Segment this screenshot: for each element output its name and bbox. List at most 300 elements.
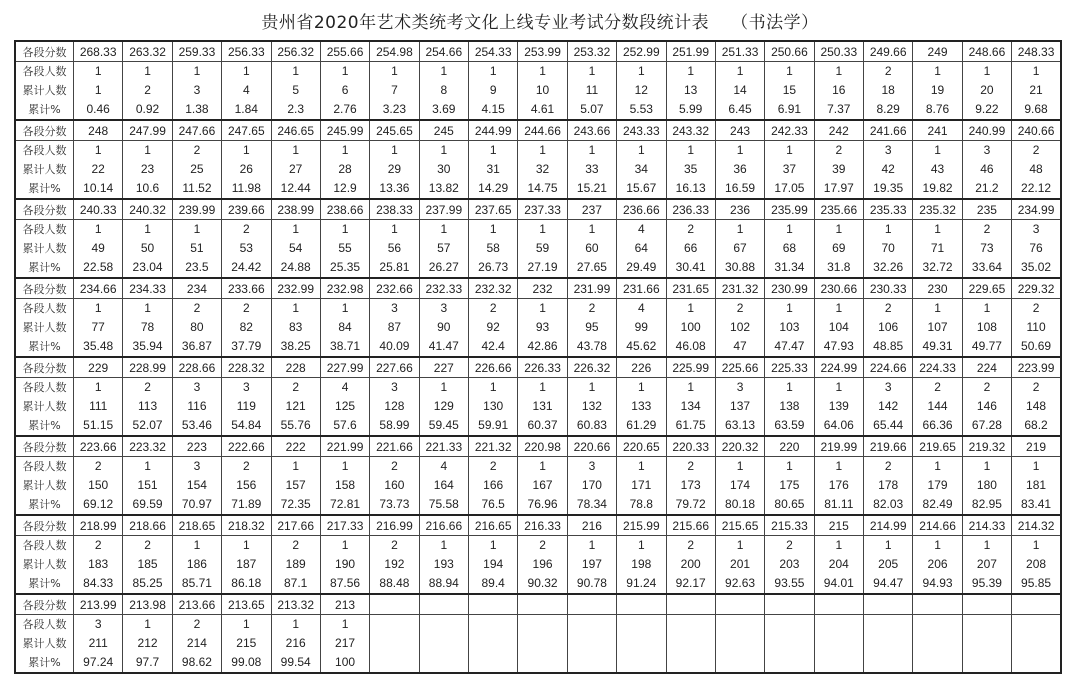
stats-cell xyxy=(666,378,715,437)
score-cell: 219.66 xyxy=(864,436,913,457)
percent-value: 86.18 xyxy=(231,576,262,590)
score-cell: 252.99 xyxy=(617,41,666,62)
cumulative-label: 累计人数 xyxy=(22,479,67,492)
score-cell: 237.65 xyxy=(469,199,518,220)
percent-value: 90.78 xyxy=(576,576,607,590)
counts-value: 2 xyxy=(489,459,497,473)
counts-value: 2 xyxy=(242,459,250,473)
score-cell: 231.99 xyxy=(567,278,616,299)
percent-value: 42.86 xyxy=(527,339,558,353)
score-cell xyxy=(666,594,715,615)
count-label: 各段人数 xyxy=(22,618,67,631)
score-cell: 230.33 xyxy=(864,278,913,299)
cumulative-value: 212 xyxy=(137,636,158,650)
percent-value: 9.22 xyxy=(975,102,999,116)
score-cell: 259.33 xyxy=(172,41,221,62)
cumulative-label: 累计人数 xyxy=(22,84,67,97)
score-cell: 229.65 xyxy=(962,278,1011,299)
score-cell xyxy=(765,594,814,615)
score-cell: 245.99 xyxy=(320,120,369,141)
percent-value: 72.81 xyxy=(330,497,361,511)
counts-value: 1 xyxy=(637,64,645,78)
counts-value: 1 xyxy=(588,380,596,394)
percent-value: 47.93 xyxy=(823,339,854,353)
stats-cell xyxy=(962,615,1011,674)
cumulative-value: 134 xyxy=(680,399,701,413)
cumulative-value: 132 xyxy=(581,399,602,413)
percent-value: 22.58 xyxy=(83,260,114,274)
counts-value: 1 xyxy=(489,380,497,394)
cumulative-value: 82 xyxy=(239,320,253,334)
counts-value: 1 xyxy=(94,143,102,157)
score-cell: 248.33 xyxy=(1012,41,1061,62)
score-cell: 237.99 xyxy=(419,199,468,220)
score-cell: 244.99 xyxy=(469,120,518,141)
stats-cell xyxy=(814,457,863,516)
score-cell: 246.65 xyxy=(271,120,320,141)
stats-cell xyxy=(419,62,468,121)
counts-value: 1 xyxy=(94,222,102,236)
counts-value: 1 xyxy=(341,459,349,473)
score-label: 各段分数 xyxy=(15,357,74,378)
cumulative-value: 133 xyxy=(631,399,652,413)
percent-value: 78.34 xyxy=(576,497,607,511)
cumulative-value: 73 xyxy=(980,241,994,255)
percent-value: 50.69 xyxy=(1021,339,1052,353)
score-cell: 240.32 xyxy=(123,199,172,220)
percent-label: 累计% xyxy=(28,656,61,669)
score-row xyxy=(15,199,1061,220)
score-cell: 247.66 xyxy=(172,120,221,141)
count-label: 各段人数 xyxy=(22,144,67,157)
percent-value: 66.36 xyxy=(922,418,953,432)
stats-cell xyxy=(913,62,962,121)
score-cell: 214.66 xyxy=(913,515,962,536)
counts-value: 1 xyxy=(687,380,695,394)
counts-value: 1 xyxy=(736,222,744,236)
stats-cell xyxy=(271,457,320,516)
counts-value: 2 xyxy=(736,301,744,315)
count-row xyxy=(15,299,1061,358)
score-cell: 229.32 xyxy=(1012,278,1061,299)
counts-value: 1 xyxy=(193,222,201,236)
percent-value: 94.93 xyxy=(922,576,953,590)
stats-cell xyxy=(913,299,962,358)
counts-value: 2 xyxy=(292,380,300,394)
cumulative-label: 累计人数 xyxy=(22,242,67,255)
percent-value: 63.59 xyxy=(774,418,805,432)
stats-cell xyxy=(518,615,567,674)
cumulative-value: 205 xyxy=(878,557,899,571)
percent-value: 10.6 xyxy=(135,181,160,195)
score-cell: 243.66 xyxy=(567,120,616,141)
score-cell: 231.65 xyxy=(666,278,715,299)
count-row xyxy=(15,615,1061,674)
score-cell: 218.66 xyxy=(123,515,172,536)
percent-value: 55.76 xyxy=(280,418,311,432)
score-cell: 256.32 xyxy=(271,41,320,62)
stats-cell xyxy=(666,62,715,121)
score-cell: 215 xyxy=(814,515,863,536)
score-cell: 229 xyxy=(74,357,123,378)
counts-value: 2 xyxy=(835,143,843,157)
counts-value: 1 xyxy=(786,222,793,236)
stats-cell xyxy=(271,141,320,200)
stats-cell xyxy=(74,299,123,358)
stats-cell xyxy=(864,378,913,437)
score-cell: 225.33 xyxy=(765,357,814,378)
score-cell: 226 xyxy=(617,357,666,378)
stats-cell xyxy=(814,536,863,595)
stats-cell xyxy=(370,220,419,279)
cumulative-value: 9 xyxy=(489,83,497,97)
score-cell: 220.98 xyxy=(518,436,567,457)
cumulative-value: 23 xyxy=(140,162,155,176)
percent-value: 88.94 xyxy=(428,576,459,590)
score-cell: 235.99 xyxy=(765,199,814,220)
stats-cell xyxy=(814,141,863,200)
score-cell: 240.33 xyxy=(74,199,123,220)
cumulative-value: 198 xyxy=(631,557,652,571)
counts-value: 3 xyxy=(440,301,448,315)
counts-value: 1 xyxy=(292,64,300,78)
cumulative-value: 50 xyxy=(140,241,155,255)
counts-value: 1 xyxy=(1032,538,1040,552)
stats-cell xyxy=(1012,220,1061,279)
percent-value: 48.85 xyxy=(873,339,904,353)
stats-cell xyxy=(864,62,913,121)
cumulative-value: 60 xyxy=(585,241,599,255)
stats-cell xyxy=(765,299,814,358)
percent-value: 14.75 xyxy=(527,181,558,195)
score-cell: 254.98 xyxy=(370,41,419,62)
score-cell: 244.66 xyxy=(518,120,567,141)
stats-cell xyxy=(1012,536,1061,595)
stats-cell xyxy=(567,615,616,674)
cumulative-value: 27 xyxy=(289,162,303,176)
score-cell: 215.99 xyxy=(617,515,666,536)
counts-value: 1 xyxy=(242,143,250,157)
score-cell: 224.66 xyxy=(864,357,913,378)
count-labels xyxy=(15,536,74,595)
counts-value: 2 xyxy=(983,380,991,394)
cumulative-value: 175 xyxy=(779,478,800,492)
score-cell: 234 xyxy=(172,278,221,299)
stats-cell xyxy=(1012,141,1061,200)
cumulative-value: 176 xyxy=(828,478,849,492)
cumulative-value: 206 xyxy=(927,557,948,571)
stats-cell xyxy=(74,615,123,674)
score-cell: 216.66 xyxy=(419,515,468,536)
counts-value: 2 xyxy=(934,380,941,394)
score-cell: 230.66 xyxy=(814,278,863,299)
counts-value: 1 xyxy=(786,380,793,394)
score-cell: 214.33 xyxy=(962,515,1011,536)
score-cell: 248 xyxy=(74,120,123,141)
cumulative-value: 208 xyxy=(1026,557,1047,571)
counts-value: 1 xyxy=(292,222,300,236)
percent-value: 12.44 xyxy=(280,181,311,195)
counts-value: 1 xyxy=(292,143,300,157)
cumulative-value: 54 xyxy=(289,241,303,255)
score-cell: 213.98 xyxy=(123,594,172,615)
cumulative-value: 103 xyxy=(779,320,800,334)
score-cell: 228 xyxy=(271,357,320,378)
percent-value: 92.17 xyxy=(675,576,706,590)
score-cell: 236 xyxy=(715,199,764,220)
cumulative-value: 171 xyxy=(631,478,652,492)
score-cell: 216.99 xyxy=(370,515,419,536)
percent-value: 43.78 xyxy=(576,339,607,353)
stats-cell xyxy=(864,141,913,200)
score-cell: 223.66 xyxy=(74,436,123,457)
stats-cell xyxy=(864,299,913,358)
counts-value: 1 xyxy=(983,64,991,78)
score-row xyxy=(15,357,1061,378)
percent-value: 0.46 xyxy=(86,102,110,116)
stats-cell xyxy=(370,378,419,437)
count-row xyxy=(15,220,1061,279)
percent-value: 4.61 xyxy=(530,102,555,116)
percent-value: 100 xyxy=(335,655,356,669)
percent-value: 45.62 xyxy=(626,339,657,353)
cumulative-value: 203 xyxy=(779,557,800,571)
score-cell: 216 xyxy=(567,515,616,536)
score-cell: 232 xyxy=(518,278,567,299)
score-cell: 253.99 xyxy=(518,41,567,62)
score-cell xyxy=(715,594,764,615)
cumulative-value: 80 xyxy=(190,320,204,334)
score-cell: 216.65 xyxy=(469,515,518,536)
cumulative-value: 189 xyxy=(285,557,306,571)
cumulative-value: 204 xyxy=(828,557,849,571)
percent-value: 26.73 xyxy=(478,260,509,274)
score-cell: 249.66 xyxy=(864,41,913,62)
cumulative-value: 12 xyxy=(634,83,648,97)
count-row xyxy=(15,457,1061,516)
percent-value: 71.89 xyxy=(231,497,262,511)
stats-cell xyxy=(271,299,320,358)
percent-value: 19.35 xyxy=(873,181,904,195)
stats-cell xyxy=(518,536,567,595)
score-cell: 216.33 xyxy=(518,515,567,536)
percent-value: 75.58 xyxy=(428,497,459,511)
score-cell xyxy=(913,594,962,615)
stats-cell xyxy=(518,378,567,437)
percent-value: 47 xyxy=(733,339,747,353)
stats-cell xyxy=(715,62,764,121)
stats-cell xyxy=(864,615,913,674)
counts-value: 1 xyxy=(736,64,744,78)
cumulative-label: 累计人数 xyxy=(22,558,67,571)
percent-value: 26.27 xyxy=(428,260,459,274)
percent-value: 11.52 xyxy=(182,181,212,195)
stats-cell xyxy=(567,457,616,516)
cumulative-value: 25 xyxy=(190,162,204,176)
stats-cell xyxy=(518,299,567,358)
percent-value: 17.97 xyxy=(823,181,854,195)
counts-value: 4 xyxy=(637,301,645,315)
percent-value: 11.98 xyxy=(231,181,261,195)
stats-cell xyxy=(765,141,814,200)
cumulative-value: 7 xyxy=(391,83,398,97)
cumulative-value: 55 xyxy=(338,241,352,255)
counts-value: 2 xyxy=(242,222,250,236)
cumulative-value: 70 xyxy=(881,241,895,255)
counts-value: 1 xyxy=(539,222,546,236)
stats-cell xyxy=(320,220,369,279)
cumulative-value: 173 xyxy=(680,478,701,492)
count-row xyxy=(15,141,1061,200)
cumulative-value: 170 xyxy=(581,478,602,492)
counts-value: 1 xyxy=(144,459,151,473)
score-cell: 221.99 xyxy=(320,436,369,457)
score-cell: 215.33 xyxy=(765,515,814,536)
score-cell: 219.32 xyxy=(962,436,1011,457)
score-cell: 230.99 xyxy=(765,278,814,299)
counts-value: 1 xyxy=(242,538,250,552)
percent-value: 93.55 xyxy=(774,576,805,590)
cumulative-value: 190 xyxy=(335,557,356,571)
percent-value: 80.18 xyxy=(725,497,756,511)
percent-value: 52.07 xyxy=(132,418,163,432)
stats-cell xyxy=(962,62,1011,121)
counts-value: 2 xyxy=(1032,301,1040,315)
stats-cell xyxy=(1012,457,1061,516)
cumulative-value: 166 xyxy=(483,478,504,492)
stats-cell xyxy=(222,299,271,358)
counts-value: 1 xyxy=(341,301,349,315)
cumulative-value: 76 xyxy=(1029,241,1043,255)
stats-cell xyxy=(617,615,666,674)
stats-cell xyxy=(715,220,764,279)
score-cell: 223.32 xyxy=(123,436,172,457)
score-cell: 215.66 xyxy=(666,515,715,536)
score-cell: 217.66 xyxy=(271,515,320,536)
stats-cell xyxy=(1012,378,1061,437)
percent-value: 30.41 xyxy=(675,260,706,274)
score-cell xyxy=(370,594,419,615)
counts-value: 1 xyxy=(489,64,497,78)
score-block xyxy=(15,199,1061,278)
counts-value: 2 xyxy=(144,380,151,394)
score-label: 各段分数 xyxy=(15,278,74,299)
percent-value: 40.09 xyxy=(379,339,410,353)
stats-cell xyxy=(962,378,1011,437)
stats-cell xyxy=(1012,62,1061,121)
stats-cell xyxy=(320,141,369,200)
score-cell: 223.99 xyxy=(1012,357,1061,378)
percent-value: 16.13 xyxy=(675,181,706,195)
stats-cell xyxy=(172,220,221,279)
score-cell: 232.66 xyxy=(370,278,419,299)
percent-value: 21.2 xyxy=(975,181,999,195)
cumulative-value: 167 xyxy=(532,478,553,492)
percent-value: 87.56 xyxy=(330,576,361,590)
counts-value: 1 xyxy=(786,143,793,157)
stats-cell xyxy=(567,536,616,595)
counts-value: 3 xyxy=(94,617,102,631)
score-label: 各段分数 xyxy=(15,594,74,615)
counts-value: 1 xyxy=(489,222,497,236)
percent-value: 65.44 xyxy=(873,418,904,432)
percent-value: 6.91 xyxy=(777,102,802,116)
cumulative-value: 192 xyxy=(384,557,405,571)
cumulative-value: 30 xyxy=(437,162,451,176)
counts-value: 1 xyxy=(144,143,151,157)
percent-value: 19.82 xyxy=(922,181,953,195)
counts-value: 2 xyxy=(588,301,596,315)
percent-value: 90.32 xyxy=(527,576,558,590)
score-cell: 235.66 xyxy=(814,199,863,220)
cumulative-value: 211 xyxy=(88,636,108,650)
stats-cell xyxy=(469,536,518,595)
stats-cell xyxy=(518,457,567,516)
percent-value: 10.14 xyxy=(83,181,114,195)
stats-cell xyxy=(419,536,468,595)
stats-cell xyxy=(222,378,271,437)
cumulative-value: 216 xyxy=(285,636,306,650)
percent-value: 38.71 xyxy=(330,339,361,353)
percent-value: 54.84 xyxy=(231,418,262,432)
percent-value: 5.07 xyxy=(580,102,604,116)
score-cell xyxy=(1012,594,1061,615)
score-cell: 217.33 xyxy=(320,515,369,536)
percent-value: 83.41 xyxy=(1021,497,1052,511)
cumulative-value: 43 xyxy=(930,162,945,176)
cumulative-value: 84 xyxy=(338,320,352,334)
stats-cell xyxy=(617,62,666,121)
counts-value: 2 xyxy=(489,301,497,315)
stats-cell xyxy=(617,457,666,516)
counts-value: 3 xyxy=(193,380,201,394)
counts-value: 1 xyxy=(687,143,695,157)
stats-cell xyxy=(666,220,715,279)
percent-value: 63.13 xyxy=(725,418,756,432)
cumulative-value: 200 xyxy=(680,557,701,571)
cumulative-value: 207 xyxy=(976,557,997,571)
cumulative-value: 34 xyxy=(634,162,648,176)
counts-value: 1 xyxy=(588,143,596,157)
stats-cell xyxy=(370,615,419,674)
counts-value: 1 xyxy=(934,64,941,78)
stats-cell xyxy=(913,141,962,200)
cumulative-value: 18 xyxy=(881,83,895,97)
score-cell: 234.99 xyxy=(1012,199,1061,220)
cumulative-value: 107 xyxy=(927,320,948,334)
percent-value: 12.9 xyxy=(333,181,357,195)
cumulative-value: 100 xyxy=(680,320,701,334)
score-cell: 225.66 xyxy=(715,357,764,378)
score-cell xyxy=(518,594,567,615)
percent-value: 35.02 xyxy=(1021,260,1052,274)
percent-value: 49.77 xyxy=(971,339,1002,353)
cumulative-value: 106 xyxy=(878,320,899,334)
stats-cell xyxy=(567,62,616,121)
score-cell: 214.32 xyxy=(1012,515,1061,536)
counts-value: 1 xyxy=(1032,459,1040,473)
score-cell: 250.66 xyxy=(765,41,814,62)
counts-value: 1 xyxy=(786,301,793,315)
score-cell: 213.99 xyxy=(74,594,123,615)
cumulative-value: 4 xyxy=(242,83,250,97)
cumulative-value: 138 xyxy=(779,399,800,413)
stats-cell xyxy=(518,220,567,279)
score-block xyxy=(15,41,1061,120)
cumulative-value: 78 xyxy=(140,320,155,334)
cumulative-value: 160 xyxy=(384,478,405,492)
cumulative-value: 66 xyxy=(684,241,698,255)
